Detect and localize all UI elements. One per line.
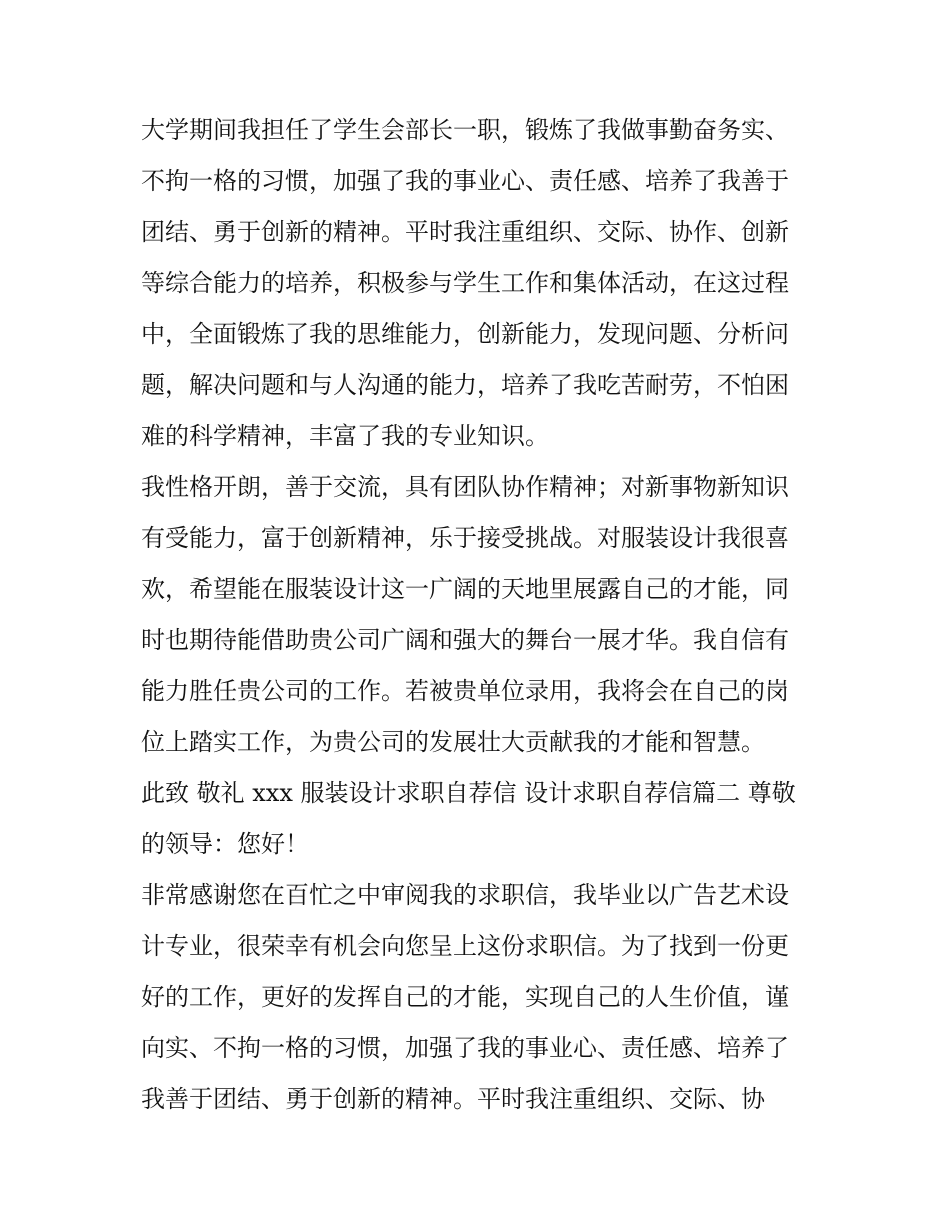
text-line: 时也期待能借助贵公司广阔和强大的舞台一展才华。我自信有: [141, 626, 789, 654]
text-line: 向实、不拘一格的习惯，加强了我的事业心、责任感、培养了: [141, 1034, 789, 1062]
text-line: 大学期间我担任了学生会部长一职，锻炼了我做事勤奋务实、: [141, 116, 789, 144]
text-line: 题，解决问题和与人沟通的能力，培养了我吃苦耐劳，不怕困: [141, 371, 789, 399]
text-line: 有受能力，富于创新精神，乐于接受挑战。对服装设计我很喜: [141, 524, 789, 552]
text-line: 能力胜任贵公司的工作。若被贵单位录用，我将会在自己的岗: [141, 677, 789, 705]
text-line: 计专业，很荣幸有机会向您呈上这份求职信。为了找到一份更: [141, 932, 789, 960]
text-line: 好的工作，更好的发挥自己的才能，实现自己的人生价值，谨: [141, 983, 789, 1011]
text-line: 难的科学精神，丰富了我的专业知识。: [141, 422, 549, 450]
text-line: 此致 敬礼 xxx 服装设计求职自荐信 设计求职自荐信篇二 尊敬: [141, 779, 796, 807]
text-line: 不拘一格的习惯，加强了我的事业心、责任感、培养了我善于: [141, 167, 789, 195]
text-line: 团结、勇于创新的精神。平时我注重组织、交际、协作、创新: [141, 218, 789, 246]
text-line: 我善于团结、勇于创新的精神。平时我注重组织、交际、协: [141, 1085, 765, 1113]
text-line: 位上踏实工作，为贵公司的发展壮大贡献我的才能和智慧。: [141, 728, 765, 756]
text-line: 欢，希望能在服装设计这一广阔的天地里展露自己的才能，同: [141, 575, 789, 603]
text-line: 等综合能力的培养，积极参与学生工作和集体活动，在这过程: [141, 269, 789, 297]
text-line: 中，全面锻炼了我的思维能力，创新能力，发现问题、分析问: [141, 320, 789, 348]
text-line: 非常感谢您在百忙之中审阅我的求职信，我毕业以广告艺术设: [141, 881, 789, 909]
text-line: 的领导：您好！: [141, 830, 309, 858]
document-body: [141, 105, 813, 1125]
text-line: 我性格开朗，善于交流，具有团队协作精神；对新事物新知识: [141, 473, 789, 501]
